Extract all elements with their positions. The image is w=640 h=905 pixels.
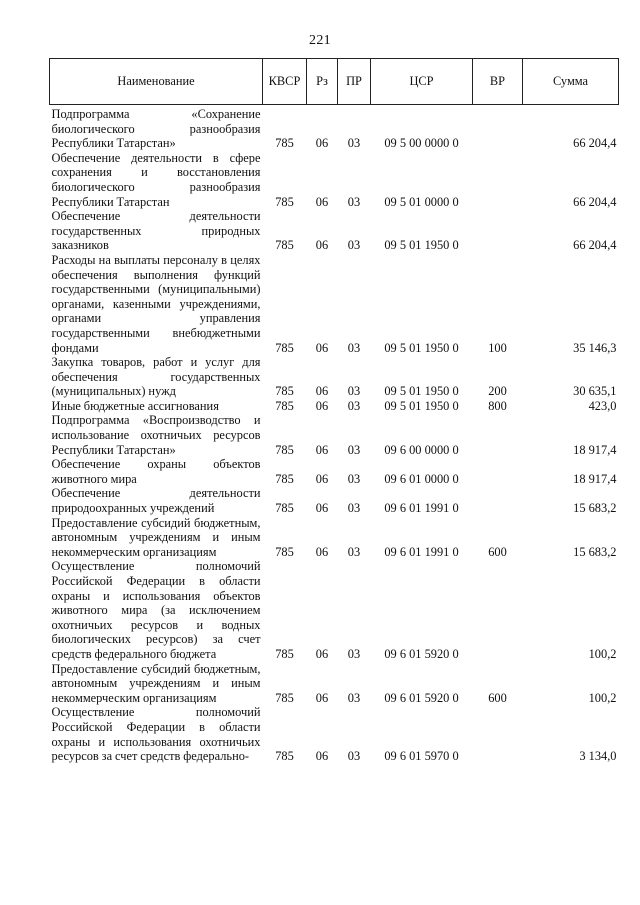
row-sum: 15 683,2: [573, 501, 617, 516]
row-sum: 100,2: [588, 646, 617, 661]
row-vr: [473, 151, 523, 209]
row-rz: 06: [315, 471, 329, 486]
row-kvsr: 785: [275, 646, 294, 661]
table-row: [50, 559, 619, 661]
table-row: [50, 516, 619, 560]
header-csr: ЦСР: [371, 59, 473, 105]
row-sum: 15 683,2: [573, 544, 617, 559]
row-rz: 06: [315, 501, 329, 516]
row-kvsr: 785: [275, 238, 294, 253]
row-kvsr: 785: [275, 194, 294, 209]
row-sum: 35 146,3: [573, 340, 617, 355]
row-csr: 09 6 01 1991 0: [384, 501, 459, 516]
row-kvsr: 785: [275, 690, 294, 705]
row-csr: 09 5 01 1950 0: [384, 398, 459, 413]
row-pr: 03: [347, 398, 361, 413]
row-sum: 100,2: [588, 690, 617, 705]
row-sum: 66 204,4: [573, 238, 617, 253]
header-sum: Сумма: [523, 59, 619, 105]
row-sum: 3 134,0: [579, 749, 617, 764]
row-csr: 09 6 01 5920 0: [384, 646, 459, 661]
table-row: [50, 399, 619, 414]
row-rz: 06: [315, 690, 329, 705]
budget-table: [49, 58, 619, 764]
row-csr: 09 5 01 1950 0: [384, 238, 459, 253]
header-rz: Рз: [307, 59, 338, 105]
table-header-row: [50, 59, 619, 105]
row-kvsr: 785: [275, 340, 294, 355]
row-sum: 18 917,4: [573, 442, 617, 457]
row-pr: 03: [347, 544, 361, 559]
row-sum: 18 917,4: [573, 471, 617, 486]
row-pr: 03: [347, 501, 361, 516]
row-rz: 06: [315, 398, 329, 413]
row-vr: 600: [488, 690, 507, 705]
row-csr: 09 5 01 1950 0: [384, 384, 459, 399]
row-kvsr: 785: [275, 501, 294, 516]
table-row: [50, 413, 619, 457]
row-name: Расходы на выплаты персоналу в целях обеспечения выполнения функций государственными (муниципальными) органами, казенными учреждениями, органами управления государственными внебюджетными фондами: [51, 252, 261, 355]
row-pr: 03: [347, 136, 361, 151]
row-kvsr: 785: [275, 136, 294, 151]
row-rz: 06: [315, 384, 329, 399]
row-vr: [473, 457, 523, 486]
row-pr: 03: [347, 471, 361, 486]
row-vr: [473, 107, 523, 151]
row-kvsr: 785: [275, 442, 294, 457]
row-name: Обеспечение деятельности государственных природных заказников: [51, 209, 261, 253]
row-csr: 09 5 01 0000 0: [384, 194, 459, 209]
row-rz: 06: [315, 749, 329, 764]
row-rz: 06: [315, 238, 329, 253]
row-vr: [473, 413, 523, 457]
row-csr: 09 6 01 1991 0: [384, 544, 459, 559]
row-pr: 03: [347, 384, 361, 399]
row-kvsr: 785: [275, 749, 294, 764]
row-rz: 06: [315, 340, 329, 355]
row-rz: 06: [315, 442, 329, 457]
header-vr: ВР: [473, 59, 523, 105]
row-pr: 03: [347, 690, 361, 705]
page-number: 221: [309, 33, 331, 48]
table-row: [50, 151, 619, 209]
row-rz: 06: [315, 646, 329, 661]
row-kvsr: 785: [275, 471, 294, 486]
row-pr: 03: [347, 194, 361, 209]
row-name: Обеспечение деятельности природоохранных учреждений: [51, 486, 261, 516]
row-sum: 66 204,4: [573, 136, 617, 151]
row-name: Осуществление полномочий Российской Федерации в области охраны и использования охотничьих ресурсов за счет средств федерально-: [51, 705, 261, 764]
table-row: [50, 662, 619, 706]
table-row: [50, 486, 619, 515]
row-vr: [473, 559, 523, 661]
row-pr: 03: [347, 442, 361, 457]
table-row: [50, 705, 619, 763]
row-name: Обеспечение деятельности в сфере сохранения и восстановления биологического разнообразия Республики Татарстан: [51, 150, 261, 209]
row-vr: 600: [488, 544, 507, 559]
table-row: [50, 107, 619, 151]
row-pr: 03: [347, 749, 361, 764]
row-name: Подпрограмма «Сохранение биологического разнообразия Республики Татарстан»: [51, 107, 261, 151]
table-row: [50, 457, 619, 486]
row-csr: 09 6 01 0000 0: [384, 471, 459, 486]
row-kvsr: 785: [275, 398, 294, 413]
row-csr: 09 6 00 0000 0: [384, 442, 459, 457]
table-row: [50, 355, 619, 399]
row-pr: 03: [347, 646, 361, 661]
row-sum: 30 635,1: [573, 384, 617, 399]
row-name: Предоставление субсидий бюджетным, автономным учреждениям и иным некоммерческим организациям: [51, 515, 261, 559]
row-csr: 09 5 01 1950 0: [384, 340, 459, 355]
row-sum: 66 204,4: [573, 194, 617, 209]
row-name: Закупка товаров, работ и услуг для обеспечения государственных (муниципальных) нужд: [51, 355, 261, 399]
row-vr: [473, 209, 523, 253]
row-sum: 423,0: [588, 398, 617, 413]
row-rz: 06: [315, 544, 329, 559]
row-name: Осуществление полномочий Российской Федерации в области охраны и использования объектов животного мира (за исключением охотничьих ресурсов и водных биологических ресурсов) за счет средств федерального бюджета: [51, 559, 261, 661]
row-rz: 06: [315, 136, 329, 151]
row-vr: [473, 486, 523, 515]
row-kvsr: 785: [275, 384, 294, 399]
row-name: Подпрограмма «Воспроизводство и использование охотничьих ресурсов Республики Татарстан»: [51, 413, 261, 457]
row-name: Иные бюджетные ассигнования: [51, 398, 219, 413]
row-name: Предоставление субсидий бюджетным, автономным учреждениям и иным некоммерческим организациям: [51, 661, 261, 705]
row-kvsr: 785: [275, 544, 294, 559]
table-row: [50, 209, 619, 253]
row-pr: 03: [347, 238, 361, 253]
row-vr: 800: [488, 398, 507, 413]
row-vr: 200: [488, 384, 507, 399]
header-kvsr: КВСР: [263, 59, 307, 105]
table-row: [50, 253, 619, 355]
row-csr: 09 6 01 5920 0: [384, 690, 459, 705]
row-rz: 06: [315, 194, 329, 209]
row-csr: 09 5 00 0000 0: [384, 136, 459, 151]
header-pr: ПР: [338, 59, 371, 105]
row-pr: 03: [347, 340, 361, 355]
row-csr: 09 6 01 5970 0: [384, 749, 459, 764]
header-name: Наименование: [50, 59, 263, 105]
row-vr: 100: [488, 340, 507, 355]
row-vr: [473, 705, 523, 763]
row-name: Обеспечение охраны объектов животного мира: [51, 457, 261, 486]
